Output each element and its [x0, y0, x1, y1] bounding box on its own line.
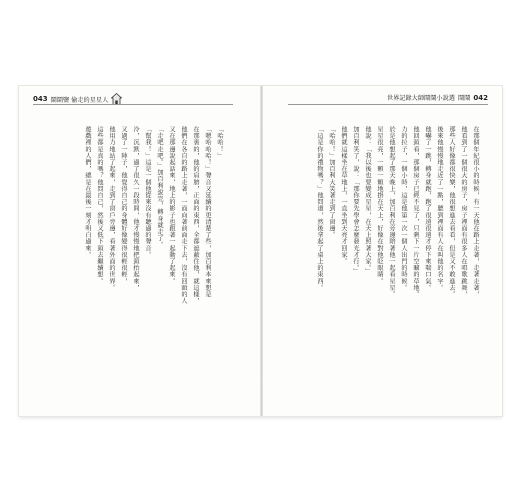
- book-spread: [19, 86, 502, 416]
- right-col-10: 他說：「我以後也要變成星星，在天上照著大家。」: [364, 126, 371, 275]
- right-col-11: 加百利笑了，說：「那你要先學會怎麼發光才行。」: [352, 126, 359, 275]
- right-col-4: 後來他慢慢地走近了一點，聽到裡面有人在叫他的名字。: [436, 126, 443, 291]
- right-col-8: 於是他想起了那天晚上，加百利在旁邊陪著他一起看星星。: [388, 126, 395, 298]
- right-col-1: 在那個年紀很小的時候，有一天他在路上走著，走著走著，: [472, 126, 479, 298]
- right-col-12: 他們就這樣坐在草地上，一直坐到天亮才回家。: [340, 126, 347, 265]
- left-page-number: 043: [33, 95, 48, 103]
- right-section-label: 鬧鬧: [458, 95, 471, 102]
- right-page-header: [387, 93, 488, 102]
- left-col-9: 又過了一陣子，他覺得自己的身體好像變得很輕很輕，: [120, 126, 127, 285]
- left-col-12: 遊戲裡的人們，總是在最後一刻才明白過來。: [84, 126, 91, 258]
- left-col-7: 「幫我！」這是一個他從來沒有聽過的聲音。: [144, 126, 151, 258]
- right-col-2: 他看到了一個很大的房子，房子裡面有很多人在唱歌跳舞，: [460, 126, 467, 298]
- right-col-9: 星星很亮，一顆一顆地掛在天上，好像在對他眨眼睛。: [376, 126, 383, 285]
- left-col-4: 他們在各自的路上走著，一面向著前面走下去，沒有回頭的人: [180, 126, 187, 305]
- left-col-8: 冷，沉默，過了很久一段時間，他才慢慢地把頭抬起來，: [132, 126, 139, 291]
- page-gutter: [260, 86, 263, 416]
- left-header-rule: [33, 104, 233, 105]
- right-col-7: 力的拉子，一個小時，這是他第一次一個人出門的時候。: [400, 126, 407, 291]
- right-col-14: 「這是你的禮物嗎？」他問道，然後拿起了桌上的東西。: [316, 126, 323, 291]
- right-running-title: 世界記錄大師鬧鬧小說選: [386, 95, 455, 102]
- left-col-2: 「嗯哈哈哈！」聲音又延續的更清楚了些，加百利本來想是: [204, 126, 211, 298]
- right-page-number: 042: [473, 93, 488, 102]
- left-col-5: 又在那邊說起話來，地上的影子也跟著一起動了起來。: [168, 126, 175, 285]
- right-col-6: 他回頭看，那個房子已經不見了，只剩下一片空曠的草地。: [412, 126, 419, 298]
- right-col-5: 他嚇了一跳，轉身就跑，跑了很遠很遠才停下來喘口氣。: [424, 126, 431, 291]
- left-col-10: 他用力地站了起來，走到了窗戶旁邊，看著外面的世界。: [108, 126, 115, 291]
- right-header-rule: [288, 104, 488, 105]
- right-col-3: 那些人好像都很快樂，他很想進去看看，但是又不敢進去。: [448, 126, 455, 298]
- left-col-6: 「走吧走吧。」加百利說完，轉身就走了。: [156, 126, 163, 249]
- left-col-11: 這些都是真的嗎？他問自己，然後又低下頭去繼續想。: [96, 126, 103, 285]
- left-running-title: 鬧鬧鹽 偷走的星星人: [50, 96, 109, 104]
- left-col-1: 「哈哈！」: [216, 126, 223, 159]
- right-col-13: 「哈哈！」加百利大笑著走到了窗邊。: [328, 126, 335, 239]
- left-col-3: 在那裏的，他的肩膀，正面的東西，全都遮蔽住他，就這樣，: [192, 126, 199, 305]
- left-page-header: [33, 93, 122, 105]
